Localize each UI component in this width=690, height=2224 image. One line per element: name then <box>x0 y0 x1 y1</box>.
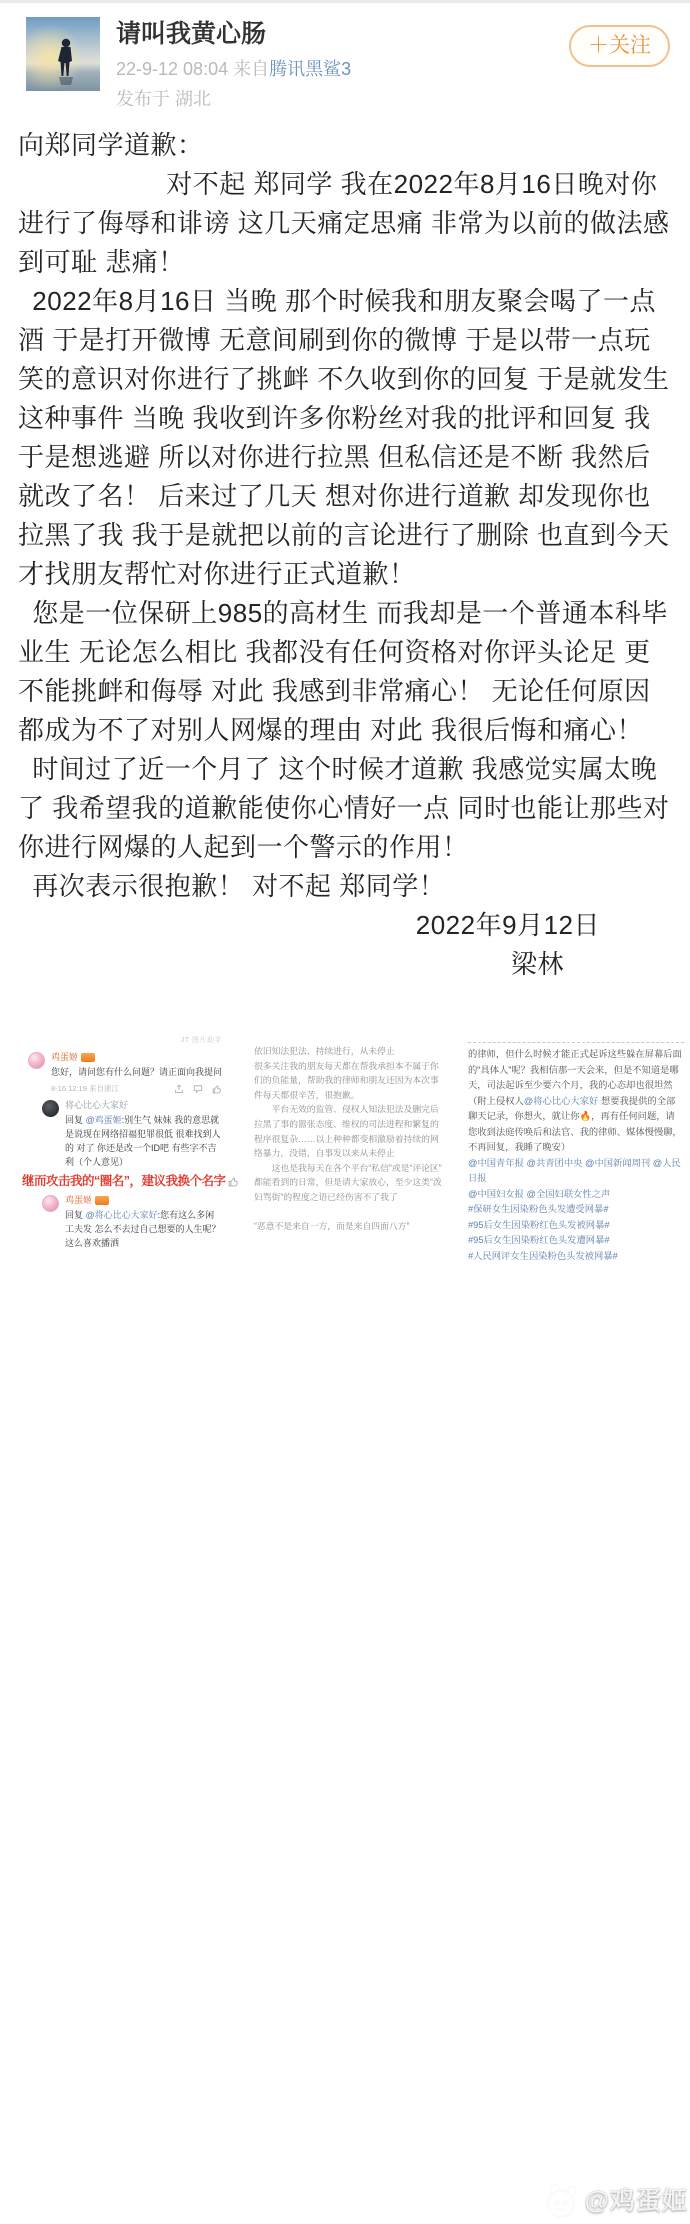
hashtag: #95后女生因染粉红色头发遭网暴# <box>468 1235 610 1245</box>
reply-body: :别生气 妹妹 我的意思就是说现在网络招福犯罪很低 很难找到人的 对了 你还是改一个ID吧 有些字不吉利（个人意见） <box>65 1115 221 1167</box>
statement-line: 平台无效的监管、侵权人知法犯法及删完后拉黑了事的嚣张态度、维权的司法进程和繁复的程序很复杂……以上种种都变相激励着持续的网络暴力，没错，自事发以来从未停止 <box>254 1104 439 1159</box>
reply-text <box>65 1113 222 1169</box>
reply-mention: @鸡蛋姬 <box>85 1115 122 1125</box>
commenter-avatar <box>28 1052 45 1069</box>
screenshot-tool-watermark: JT 图片助手 <box>180 1037 222 1044</box>
body-paragraph-5: 再次表示很抱歉！ 对不起 郑同学！ <box>32 871 446 901</box>
source-link[interactable]: 腾讯黑鲨3 <box>269 59 352 79</box>
hashtag-list <box>468 1202 684 1264</box>
comment-meta: 8-16 12:19 来自浙江 <box>51 1084 119 1093</box>
red-annotation <box>22 1173 226 1189</box>
attached-images <box>0 1032 690 2215</box>
statement-line: 依旧知法犯法、持续进行，从未停止 <box>254 1046 395 1056</box>
reply-body: :您有这么多闲工夫发 怎么不去过自己想要的人生呢？这么喜欢播洒 <box>65 1210 221 1248</box>
comment-item <box>28 1051 222 1094</box>
statement-segment: ，再有任何问题，请您收到法庭传唤后和法官、我的律师、媒体慢慢聊，不再回复，我睡了晚安） <box>468 1111 682 1152</box>
attachment-image-2[interactable] <box>244 1032 450 1231</box>
replier-avatar <box>42 1100 59 1117</box>
statement-line: 的律师，但什么时候才能正式起诉这些躲在屏幕后面的“具体人”呢？我相信那一天会来，但是不知道是哪天，司法起诉至少要六个月，我的心态却也很坦然 <box>468 1049 682 1090</box>
flame-emoji: 🔥 <box>579 1111 592 1121</box>
body-title: 向郑同学道歉： <box>18 130 204 160</box>
statement-mention: @将心比心大家好 <box>523 1095 599 1106</box>
statement-quote: “恶意不是来自一方，而是来自四面八方” <box>254 1220 410 1231</box>
author-avatar[interactable] <box>26 17 100 91</box>
comment-text: 您好，请问您有什么问题？请正面向我提问 <box>51 1067 223 1077</box>
statement-line: 这也是我每天在各个平台“私信”或是“评论区”都能看到的日常，但是请大家放心，至少这类“泼妇骂街”的程度之语已经伤害不了我了 <box>254 1162 442 1202</box>
hashtag: #95后女生因染粉红色头发被网暴# <box>468 1219 610 1230</box>
vip-badge-icon <box>95 1196 109 1205</box>
like-icon <box>228 1176 239 1187</box>
media-mentions: @中国妇女报 @全国妇联女性之声 <box>468 1188 611 1199</box>
commenter-name: 鸡蛋姬 <box>51 1052 79 1062</box>
statement-line: 很多关注我的朋友每天都在帮我承担本不属于你们的负能量，帮助我的律师和朋友还因为本次事件每天都很辛苦，很抱歉。 <box>254 1060 439 1100</box>
body-signature: 梁林 <box>510 949 564 979</box>
watermark-text: @鸡蛋姬 <box>584 2187 688 2215</box>
reply-item <box>42 1099 222 1169</box>
reply-prefix: 回复 <box>65 1115 86 1125</box>
dashed-divider <box>468 1042 684 1043</box>
reply-prefix: 回复 <box>65 1210 86 1220</box>
share-icon <box>174 1084 184 1094</box>
body-paragraph-4: 时间过了近一个月了 这个时候才道歉 我感觉实属太晚了 我希望我的道歉能使你心情好一点 同时也能让那些对你进行网爆的人起到一个警示的作用！ <box>18 754 670 862</box>
statement-segment: 想要我提供的全部聊天记录，你想火，就让你 <box>468 1095 676 1121</box>
comment-icon <box>193 1084 203 1094</box>
red-annotation-text: 继而攻击我的“圈名”，建议我换个名字 <box>22 1174 226 1188</box>
commenter-avatar <box>42 1195 59 1212</box>
media-mentions: @中国青年报 @共青团中央 @中国新闻周刊 @人民日报 <box>468 1157 681 1183</box>
statement-line <box>468 1094 684 1156</box>
reply-mention: @将心比心大家好 <box>85 1210 158 1220</box>
post-meta <box>116 58 569 80</box>
comment-action-icons <box>174 1084 222 1094</box>
hashtag: #人民网评女生因染粉色头发被网暴# <box>468 1250 618 1261</box>
author-info <box>116 17 569 110</box>
avatar-silhouette-photo <box>26 17 100 91</box>
post-header <box>0 3 690 110</box>
post-time: 22-9-12 08:04 <box>116 59 229 79</box>
author-name[interactable]: 请叫我黄心肠 <box>116 20 267 48</box>
attachment-image-3[interactable] <box>460 1032 690 1261</box>
statement-segment: （附上侵权人 <box>468 1095 524 1106</box>
body-date: 2022年9月12日 <box>415 910 600 940</box>
commenter-name: 鸡蛋姬 <box>65 1195 93 1205</box>
reply-text <box>65 1208 222 1250</box>
like-icon <box>212 1084 222 1094</box>
hashtag: #保研女生因染粉色头发遭受网暴# <box>468 1204 609 1214</box>
replier-name: 将心比心大家好 <box>65 1100 129 1110</box>
vip-badge-icon <box>81 1053 95 1062</box>
source-prefix: 来自 <box>233 59 270 79</box>
body-paragraph-2: 2022年8月16日 当晚 那个时候我和朋友聚会喝了一点酒 于是打开微博 无意间刷到你的微博 于是以带一点玩笑的意识对你进行了挑衅 不久收到你的回复 于是就发生这种事件 当晚 我收到许多你粉丝对我的批评和回复 我于是想逃避 所以对你进行拉黑 但私信还是不断 我然后就改了名！ 后来过了几天 想对你进行道歉 却发现你也拉黑了我 我于是就把以前的言论进行了删除 也直到今天 才找朋友帮忙对你进行正式道歉！ <box>18 286 670 589</box>
attachment-image-1[interactable] <box>20 1032 228 1248</box>
follow-button[interactable]: ＋关注 <box>569 25 670 67</box>
body-paragraph-3: 您是一位保研上985的高材生 而我却是一个普通本科毕业生 无论怎么相比 我都没有任何资格对你评头论足 更不能挑衅和侮辱 对此 我感到非常痛心！ 无论任何原因 都成为不了对别人网爆的理由 对此 我很后悔和痛心！ <box>18 598 668 745</box>
doodle-face-icon <box>537 2174 583 2224</box>
post-body <box>0 110 690 984</box>
body-paragraph-1: 对不起 郑同学 我在2022年8月16日晚对你进行了侮辱和诽谤 这几天痛定思痛 非常为以前的做法感到可耻 悲痛！ <box>18 169 670 277</box>
watermark <box>537 2174 688 2224</box>
post-location: 发布于 湖北 <box>116 89 212 109</box>
reply-item-2 <box>42 1194 222 1250</box>
